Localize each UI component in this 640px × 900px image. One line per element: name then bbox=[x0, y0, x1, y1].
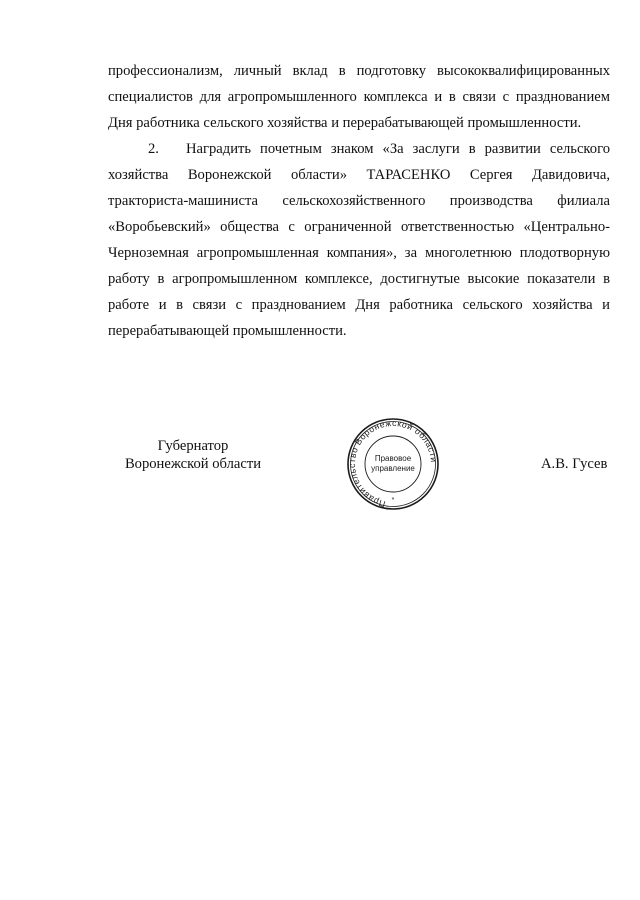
seal-center-line-1: Правовое bbox=[374, 454, 412, 463]
text-line-3: Дня работника сельского хозяйства и перерабатывающей промышленности. bbox=[108, 115, 582, 131]
signatory-title: Губернатор bbox=[157, 438, 229, 454]
text-line-8: Черноземная агропромышленная компания», за многолетнюю плодотворную bbox=[108, 245, 610, 261]
text-line-11: перерабатывающей промышленности. bbox=[108, 323, 347, 339]
text-line-9: работу в агропромышленном комплексе, достигнутые высокие показатели в bbox=[108, 271, 610, 287]
text-line-4: Наградить почетным знаком «За заслуги в развитии сельского bbox=[186, 141, 610, 157]
text-line-7: «Воробьевский» общества с ограниченной ответственностью «Центрально- bbox=[108, 219, 610, 235]
seal-star: * bbox=[391, 497, 395, 504]
text-line-10: работе и в связи с празднованием Дня работника сельского хозяйства и bbox=[108, 297, 610, 313]
official-seal bbox=[342, 418, 444, 510]
text-line-2: специалистов для агропромышленного комплекса и в связи с празднованием bbox=[108, 89, 610, 105]
text-line-6: тракториста-машиниста сельскохозяйственного производства филиала bbox=[108, 193, 610, 209]
text-line-5: хозяйства Воронежской области» ТАРАСЕНКО Сергея Давидовича, bbox=[108, 167, 610, 183]
text-line-1: профессионализм, личный вклад в подготовку высококвалифицированных bbox=[108, 63, 610, 79]
seal-center-line-2: управление bbox=[371, 464, 415, 473]
signatory-region: Воронежской области bbox=[124, 456, 262, 472]
signatory-name: А.В. Гусев bbox=[541, 456, 608, 472]
item-number: 2. bbox=[148, 141, 159, 157]
seal-ring-text: Правительство Воронежской области bbox=[346, 418, 440, 510]
